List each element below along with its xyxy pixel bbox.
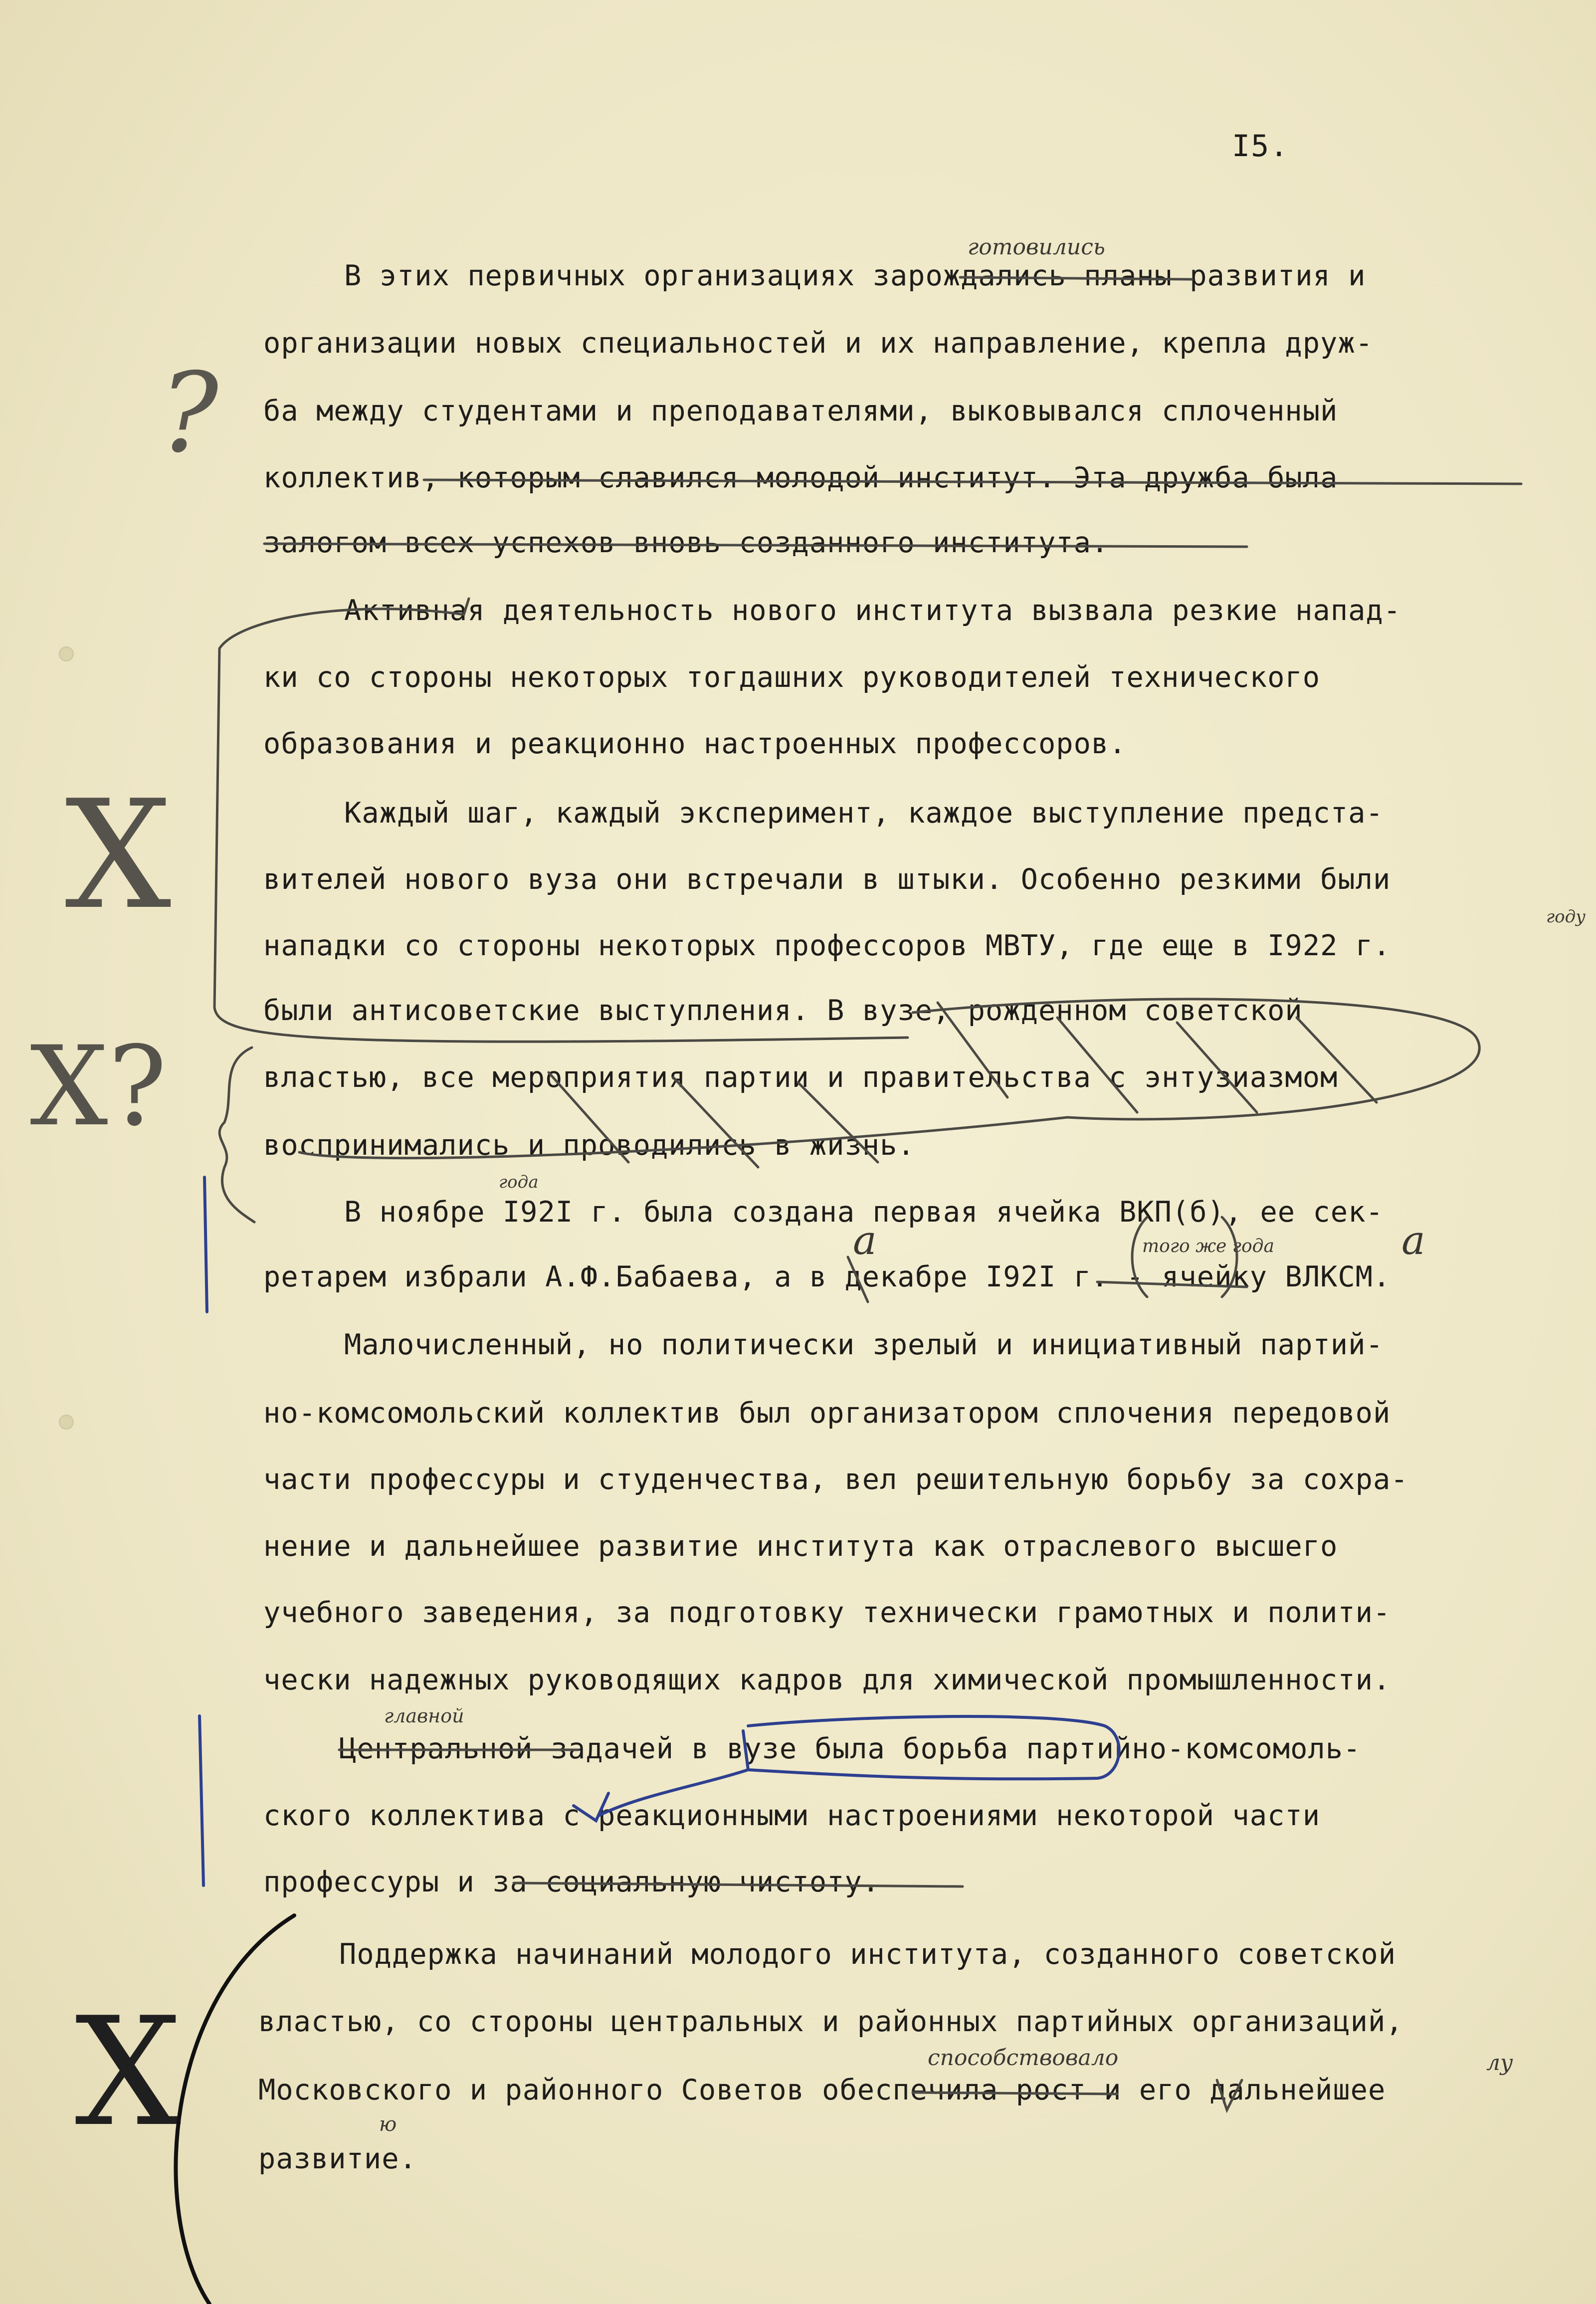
text-line-2: организации новых специальностей и их направление, крепла друж-	[263, 327, 1373, 360]
text-line-16: ретарем избрали А.Ф.Бабаева, а в декабре I92I г. - ячейку ВЛКСМ.	[263, 1260, 1391, 1293]
text-line-25: профессуры и за социальную чистоту.	[263, 1866, 880, 1898]
curly-bracket-mark	[219, 1047, 254, 1222]
handwritten-correction: году	[1546, 907, 1586, 927]
text-line-20: нение и дальнейшее развитие института как отраслевого высшего	[263, 1530, 1338, 1563]
handwritten-correction: того же года	[1142, 1236, 1274, 1257]
text-line-28: Московского и районного Советов обеспечила рост и его дальнейшее	[258, 2074, 1386, 2106]
text-line-12: были антисоветские выступления. В вузе, рожденном советской	[263, 994, 1303, 1027]
text-line-8: образования и реакционно настроенных профессоров.	[263, 727, 1127, 760]
margin-line-mark	[200, 1716, 203, 1885]
margin-line-mark	[204, 1177, 207, 1312]
margin-parenthesis-mark	[176, 1915, 294, 2304]
text-line-13: властью, все мероприятия партии и правительства с энтузиазмом	[263, 1061, 1338, 1094]
text-line-17: Малочисленный, но политически зрелый и инициативный партий-	[344, 1328, 1384, 1361]
handwritten-correction: лу	[1486, 2050, 1513, 2076]
punch-hole	[59, 646, 74, 661]
handwritten-letter: а	[853, 1217, 877, 1263]
handwritten-correction: способствовало	[928, 2045, 1119, 2071]
text-line-6: Активная деятельность нового института вызвала резкие напад-	[344, 594, 1401, 627]
text-line-15: В ноябре I92I г. была создана первая ячейка ВКП(б), ее сек-	[344, 1196, 1384, 1229]
text-line-29: развитие.	[258, 2142, 417, 2175]
text-line-9: Каждый шаг, каждый эксперимент, каждое выступление предста-	[344, 797, 1384, 830]
margin-x-question-mark: X?	[30, 1023, 167, 1150]
handwritten-letter: а	[1401, 1217, 1425, 1263]
text-line-7: ки со стороны некоторых тогдашних руководителей технического	[263, 661, 1321, 694]
text-line-10: вителей нового вуза они встречали в штыки. Особенно резкими были	[263, 863, 1391, 896]
text-line-18: но-комсомольский коллектив был организатором сплочения передовой	[263, 1397, 1391, 1430]
margin-question-mark: ?	[160, 349, 218, 477]
text-line-26: Поддержка начинаний молодого института, созданного советской	[339, 1938, 1396, 1971]
text-line-24: ского коллектива с реакционными настроениями некоторой части	[263, 1799, 1321, 1832]
text-line-21: учебного заведения, за подготовку технически грамотных и полити-	[263, 1596, 1391, 1629]
handwritten-correction: готовились	[968, 234, 1105, 260]
text-line-19: части профессуры и студенчества, вел решительную борьбу за сохра-	[263, 1463, 1408, 1496]
punch-hole	[59, 1415, 74, 1430]
text-line-27: властью, со стороны центральных и районных партийных организаций,	[258, 2005, 1403, 2038]
text-line-1: В этих первичных организациях зарождались планы развития и	[344, 259, 1366, 292]
handwritten-correction: ю	[379, 2113, 397, 2136]
handwritten-correction: главной	[384, 1705, 464, 1727]
margin-x-mark: X	[65, 768, 172, 942]
margin-x-mark: X	[75, 1985, 182, 2159]
text-line-11: нападки со стороны некоторых профессоров МВТУ, где еще в I922 г.	[263, 929, 1391, 962]
text-line-5: залогом всех успехов вновь созданного института.	[263, 526, 1109, 559]
text-line-23: Центральной задачей в вузе была борьба партийно-комсомоль-	[339, 1732, 1361, 1765]
text-line-22: чески надежных руководящих кадров для химической промышленности.	[263, 1664, 1391, 1696]
handwritten-correction: года	[499, 1172, 539, 1192]
text-line-4: коллектив, которым славился молодой институт. Эта дружба была	[263, 461, 1338, 494]
page-number: I5.	[1232, 129, 1289, 164]
text-line-3: ба между студентами и преподавателями, выковывался сплоченный	[263, 395, 1338, 427]
text-line-14: воспринимались и проводились в жизнь.	[263, 1129, 915, 1162]
